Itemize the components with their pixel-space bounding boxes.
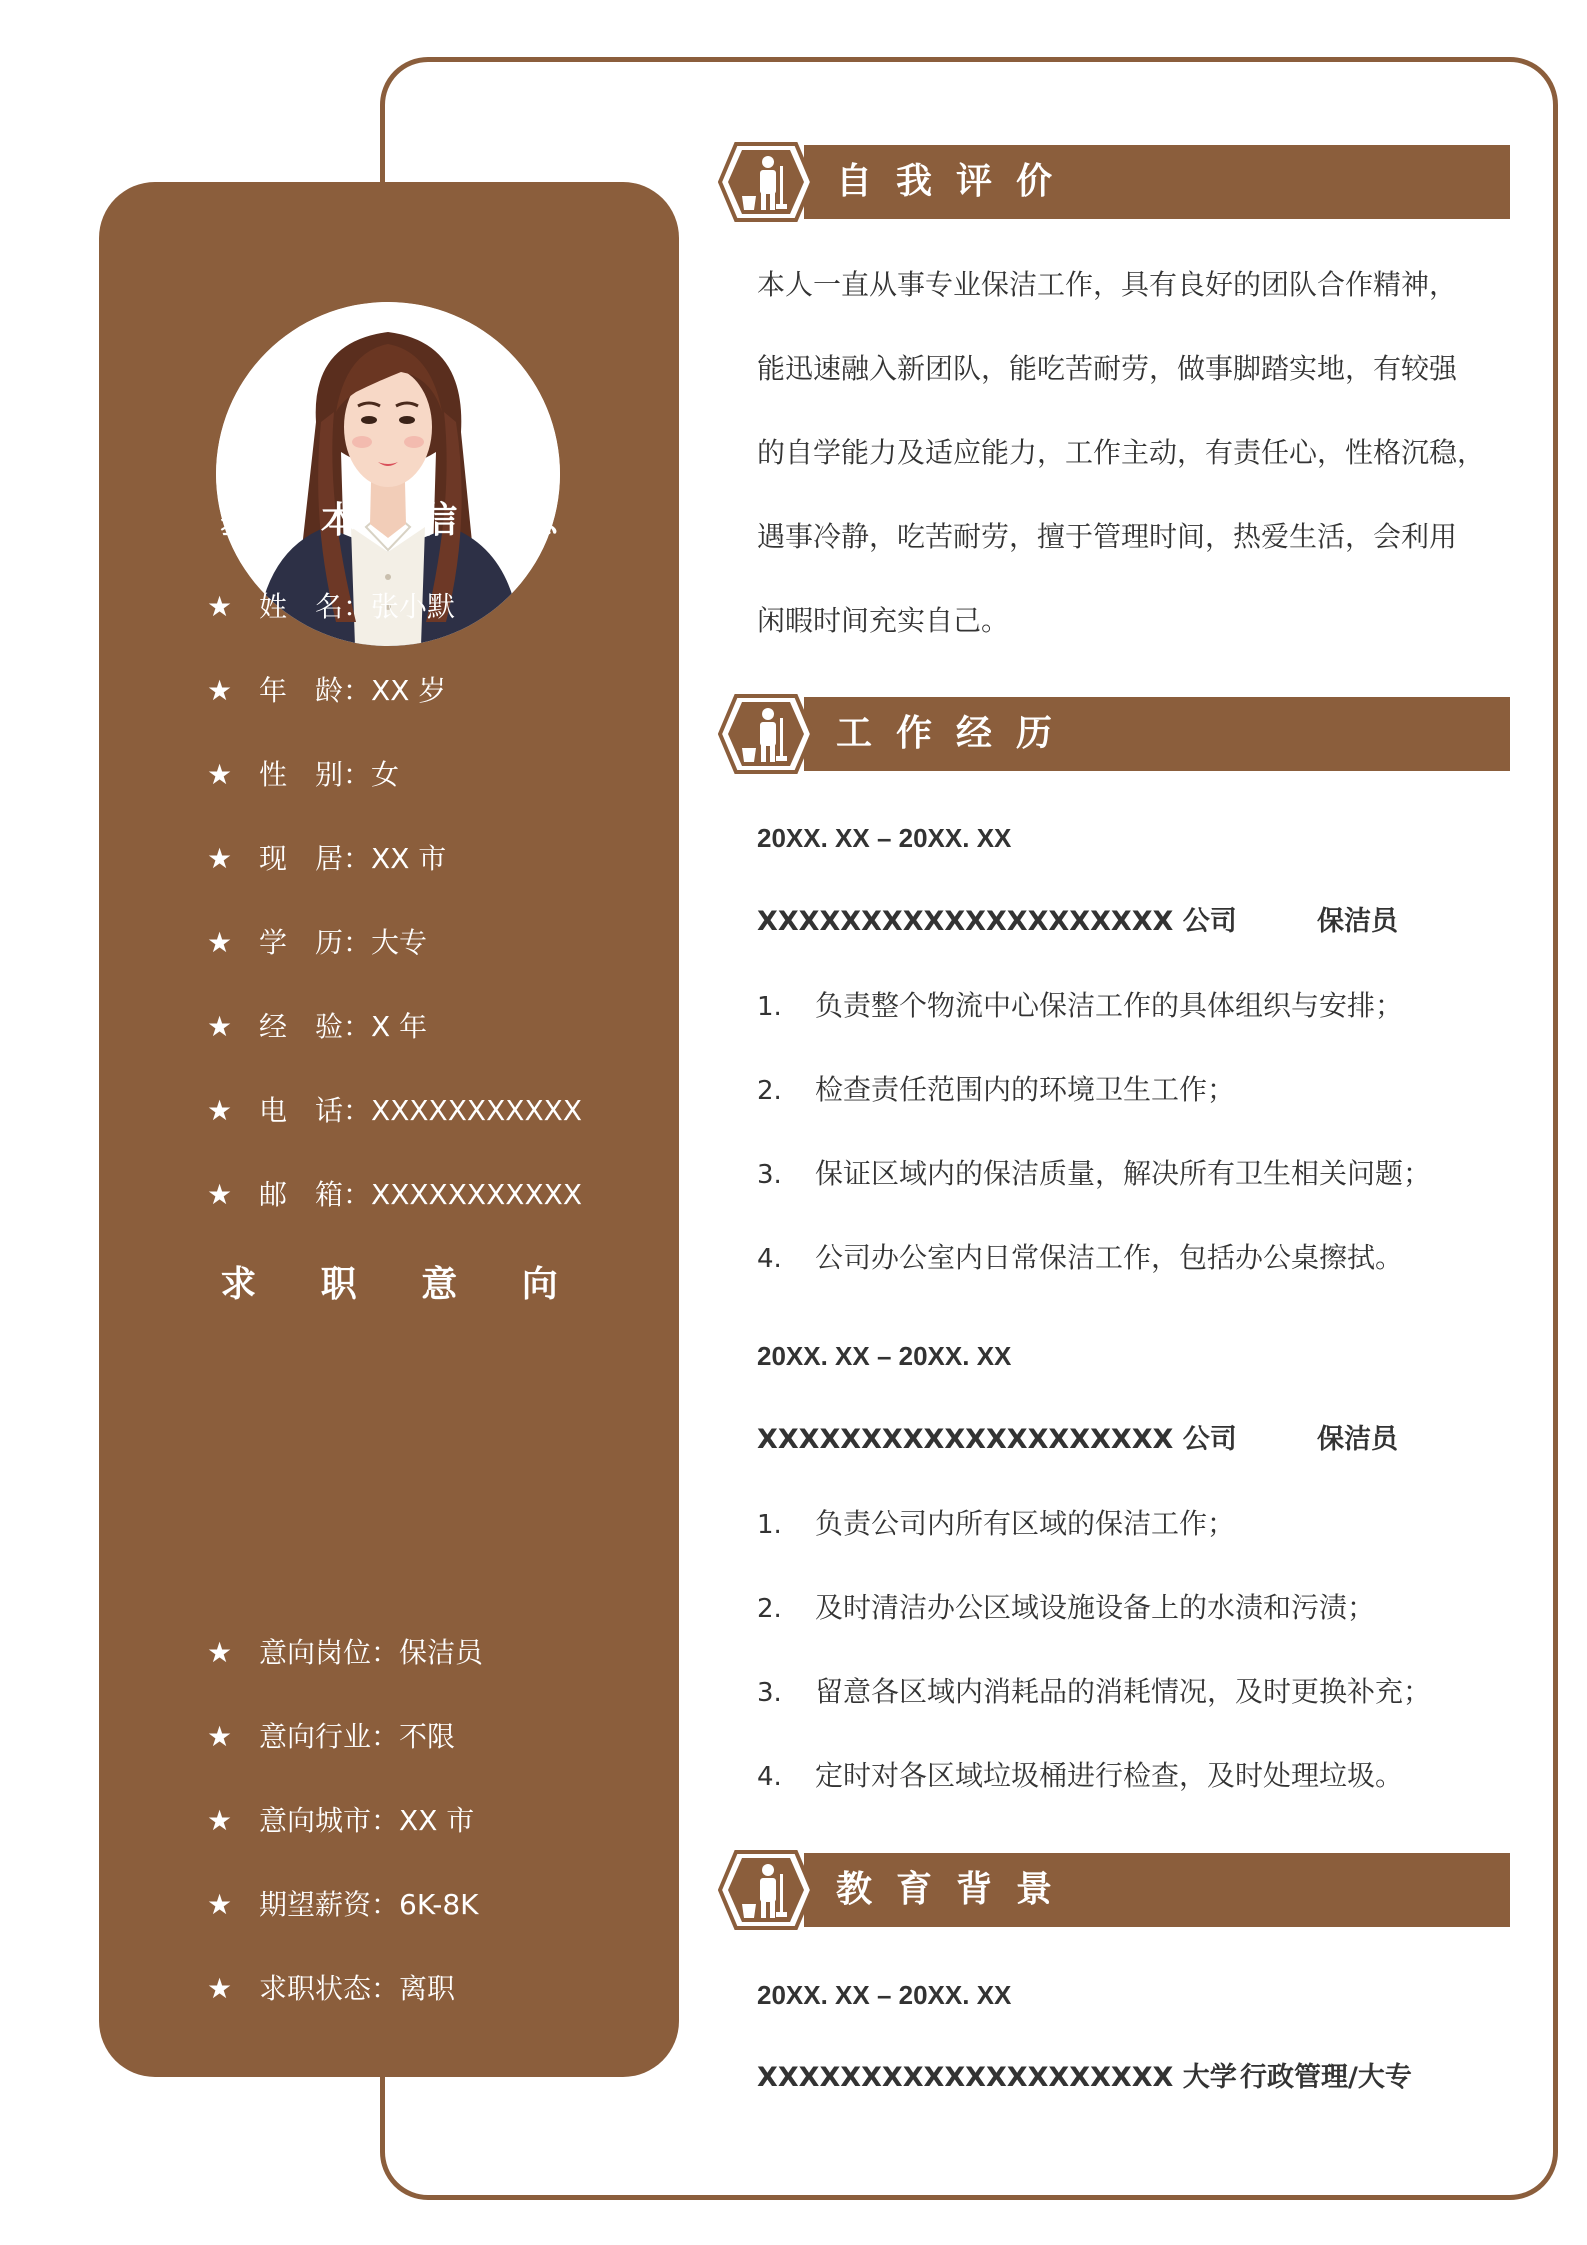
section-banner-education	[718, 1850, 1510, 1930]
section-banner-work	[718, 694, 1510, 774]
duty-number: 4.	[757, 1244, 782, 1274]
info-label: 意向城市：	[259, 1804, 400, 1837]
star-icon: ★	[207, 1010, 233, 1043]
info-value: XXXXXXXXXXX	[371, 1094, 583, 1127]
job-date: 20XX. XX – 20XX. XX	[757, 823, 1012, 853]
job-date: 20XX. XX – 20XX. XX	[757, 1341, 1012, 1371]
duty-item	[757, 1504, 1235, 1544]
duty-number: 2.	[757, 1076, 782, 1106]
duty-text: 及时清洁办公区域设施设备上的水渍和污渍；	[815, 1591, 1376, 1624]
basic-info-item	[207, 755, 399, 795]
info-value: 张小默	[371, 590, 456, 623]
info-label: 经 验：	[259, 1010, 372, 1043]
info-value: 6K-8K	[399, 1888, 479, 1921]
duty-number: 3.	[757, 1678, 782, 1708]
basic-info-heading: 基 本 信 息	[220, 500, 584, 541]
info-label: 期望薪资：	[259, 1888, 400, 1921]
self-eval-text: 遇事冷静，吃苦耐劳，擅于管理时间，热爱生活，会利用	[757, 520, 1458, 553]
star-icon: ★	[207, 1094, 233, 1127]
info-value: 女	[371, 758, 400, 791]
job-company-row	[757, 902, 1507, 942]
self-eval-text: 闲暇时间充实自己。	[757, 604, 1010, 637]
section-banner-self-eval	[718, 142, 1510, 222]
cleaner-icon	[718, 694, 814, 774]
info-label: 求职状态：	[259, 1972, 400, 2005]
star-icon: ★	[207, 1178, 233, 1211]
star-icon: ★	[207, 1888, 233, 1921]
info-value: X 年	[371, 1010, 428, 1043]
duty-item	[757, 1588, 1375, 1628]
duty-item	[757, 1672, 1431, 1712]
info-value: XXXXXXXXXXX	[371, 1178, 583, 1211]
job-intention-item	[207, 1885, 479, 1925]
info-value: 离职	[399, 1972, 456, 2005]
company-name: XXXXXXXXXXXXXXXXXXXX 公司	[757, 906, 1237, 937]
duty-text: 检查责任范围内的环境卫生工作；	[815, 1073, 1236, 1106]
star-icon: ★	[207, 926, 233, 959]
basic-info-item	[207, 587, 455, 627]
duty-item	[757, 986, 1403, 1026]
star-icon: ★	[207, 1636, 233, 1669]
duty-item	[757, 1756, 1403, 1796]
job-company-row	[757, 1420, 1507, 1460]
education-date: 20XX. XX – 20XX. XX	[757, 1980, 1012, 2010]
star-icon: ★	[207, 674, 233, 707]
duty-item	[757, 1238, 1403, 1278]
self-eval-text: 的自学能力及适应能力，工作主动，有责任心，性格沉稳，	[757, 436, 1486, 469]
star-icon: ★	[207, 1720, 233, 1753]
job-role: 保洁员	[1317, 906, 1398, 937]
education-row	[757, 2058, 1507, 2098]
duty-number: 3.	[757, 1160, 782, 1190]
basic-info-item	[207, 671, 446, 711]
duty-number: 1.	[757, 992, 782, 1022]
info-label: 学 历：	[259, 926, 372, 959]
sidebar	[99, 182, 679, 2077]
duty-text: 定时对各区域垃圾桶进行检查，及时处理垃圾。	[815, 1759, 1404, 1792]
info-label: 邮 箱：	[259, 1178, 372, 1211]
cleaner-icon	[718, 1850, 814, 1930]
info-value: 不限	[399, 1720, 456, 1753]
info-value: XX 市	[399, 1804, 475, 1837]
job-intention-heading: 求 职 意 向	[220, 1264, 584, 1305]
duty-number: 2.	[757, 1594, 782, 1624]
job-intention-item	[207, 1717, 455, 1757]
duty-text: 保证区域内的保洁质量，解决所有卫生相关问题；	[815, 1157, 1432, 1190]
info-value: XX 岁	[371, 674, 447, 707]
info-label: 电 话：	[259, 1094, 372, 1127]
basic-info-item	[207, 839, 446, 879]
school-name: XXXXXXXXXXXXXXXXXXXX 大学	[757, 2062, 1237, 2093]
basic-info-item	[207, 923, 427, 963]
self-eval-text: 本人一直从事专业保洁工作，具有良好的团队合作精神，	[757, 268, 1458, 301]
star-icon: ★	[207, 1972, 233, 2005]
job-role: 保洁员	[1317, 1424, 1398, 1455]
section-title: 自我评价	[836, 161, 1077, 202]
info-value: 大专	[371, 926, 428, 959]
duty-number: 1.	[757, 1510, 782, 1540]
section-title: 工作经历	[836, 713, 1077, 754]
star-icon: ★	[207, 758, 233, 791]
basic-info-item	[207, 1091, 582, 1131]
duty-number: 4.	[757, 1762, 782, 1792]
info-label: 姓 名：	[259, 590, 372, 623]
info-label: 性 别：	[259, 758, 372, 791]
info-label: 年 龄：	[259, 674, 372, 707]
star-icon: ★	[207, 1804, 233, 1837]
duty-item	[757, 1070, 1235, 1110]
section-title: 教育背景	[836, 1869, 1077, 1910]
duty-item	[757, 1154, 1431, 1194]
job-intention-item	[207, 1969, 455, 2009]
duty-text: 公司办公室内日常保洁工作，包括办公桌擦拭。	[815, 1241, 1404, 1274]
company-name: XXXXXXXXXXXXXXXXXXXX 公司	[757, 1424, 1237, 1455]
major-degree: 行政管理/大专	[1240, 2062, 1412, 2093]
duty-text: 负责整个物流中心保洁工作的具体组织与安排；	[815, 989, 1404, 1022]
basic-info-item	[207, 1007, 427, 1047]
job-intention-item	[207, 1801, 474, 1841]
star-icon: ★	[207, 590, 233, 623]
star-icon: ★	[207, 842, 233, 875]
cleaner-icon	[718, 142, 814, 222]
duty-text: 留意各区域内消耗品的消耗情况，及时更换补充；	[815, 1675, 1432, 1708]
info-value: XX 市	[371, 842, 447, 875]
info-label: 意向岗位：	[259, 1636, 400, 1669]
info-label: 现 居：	[259, 842, 372, 875]
basic-info-item	[207, 1175, 582, 1215]
self-eval-text: 能迅速融入新团队，能吃苦耐劳，做事脚踏实地，有较强	[757, 352, 1458, 385]
job-intention-item	[207, 1633, 483, 1673]
info-value: 保洁员	[399, 1636, 484, 1669]
info-label: 意向行业：	[259, 1720, 400, 1753]
duty-text: 负责公司内所有区域的保洁工作；	[815, 1507, 1236, 1540]
